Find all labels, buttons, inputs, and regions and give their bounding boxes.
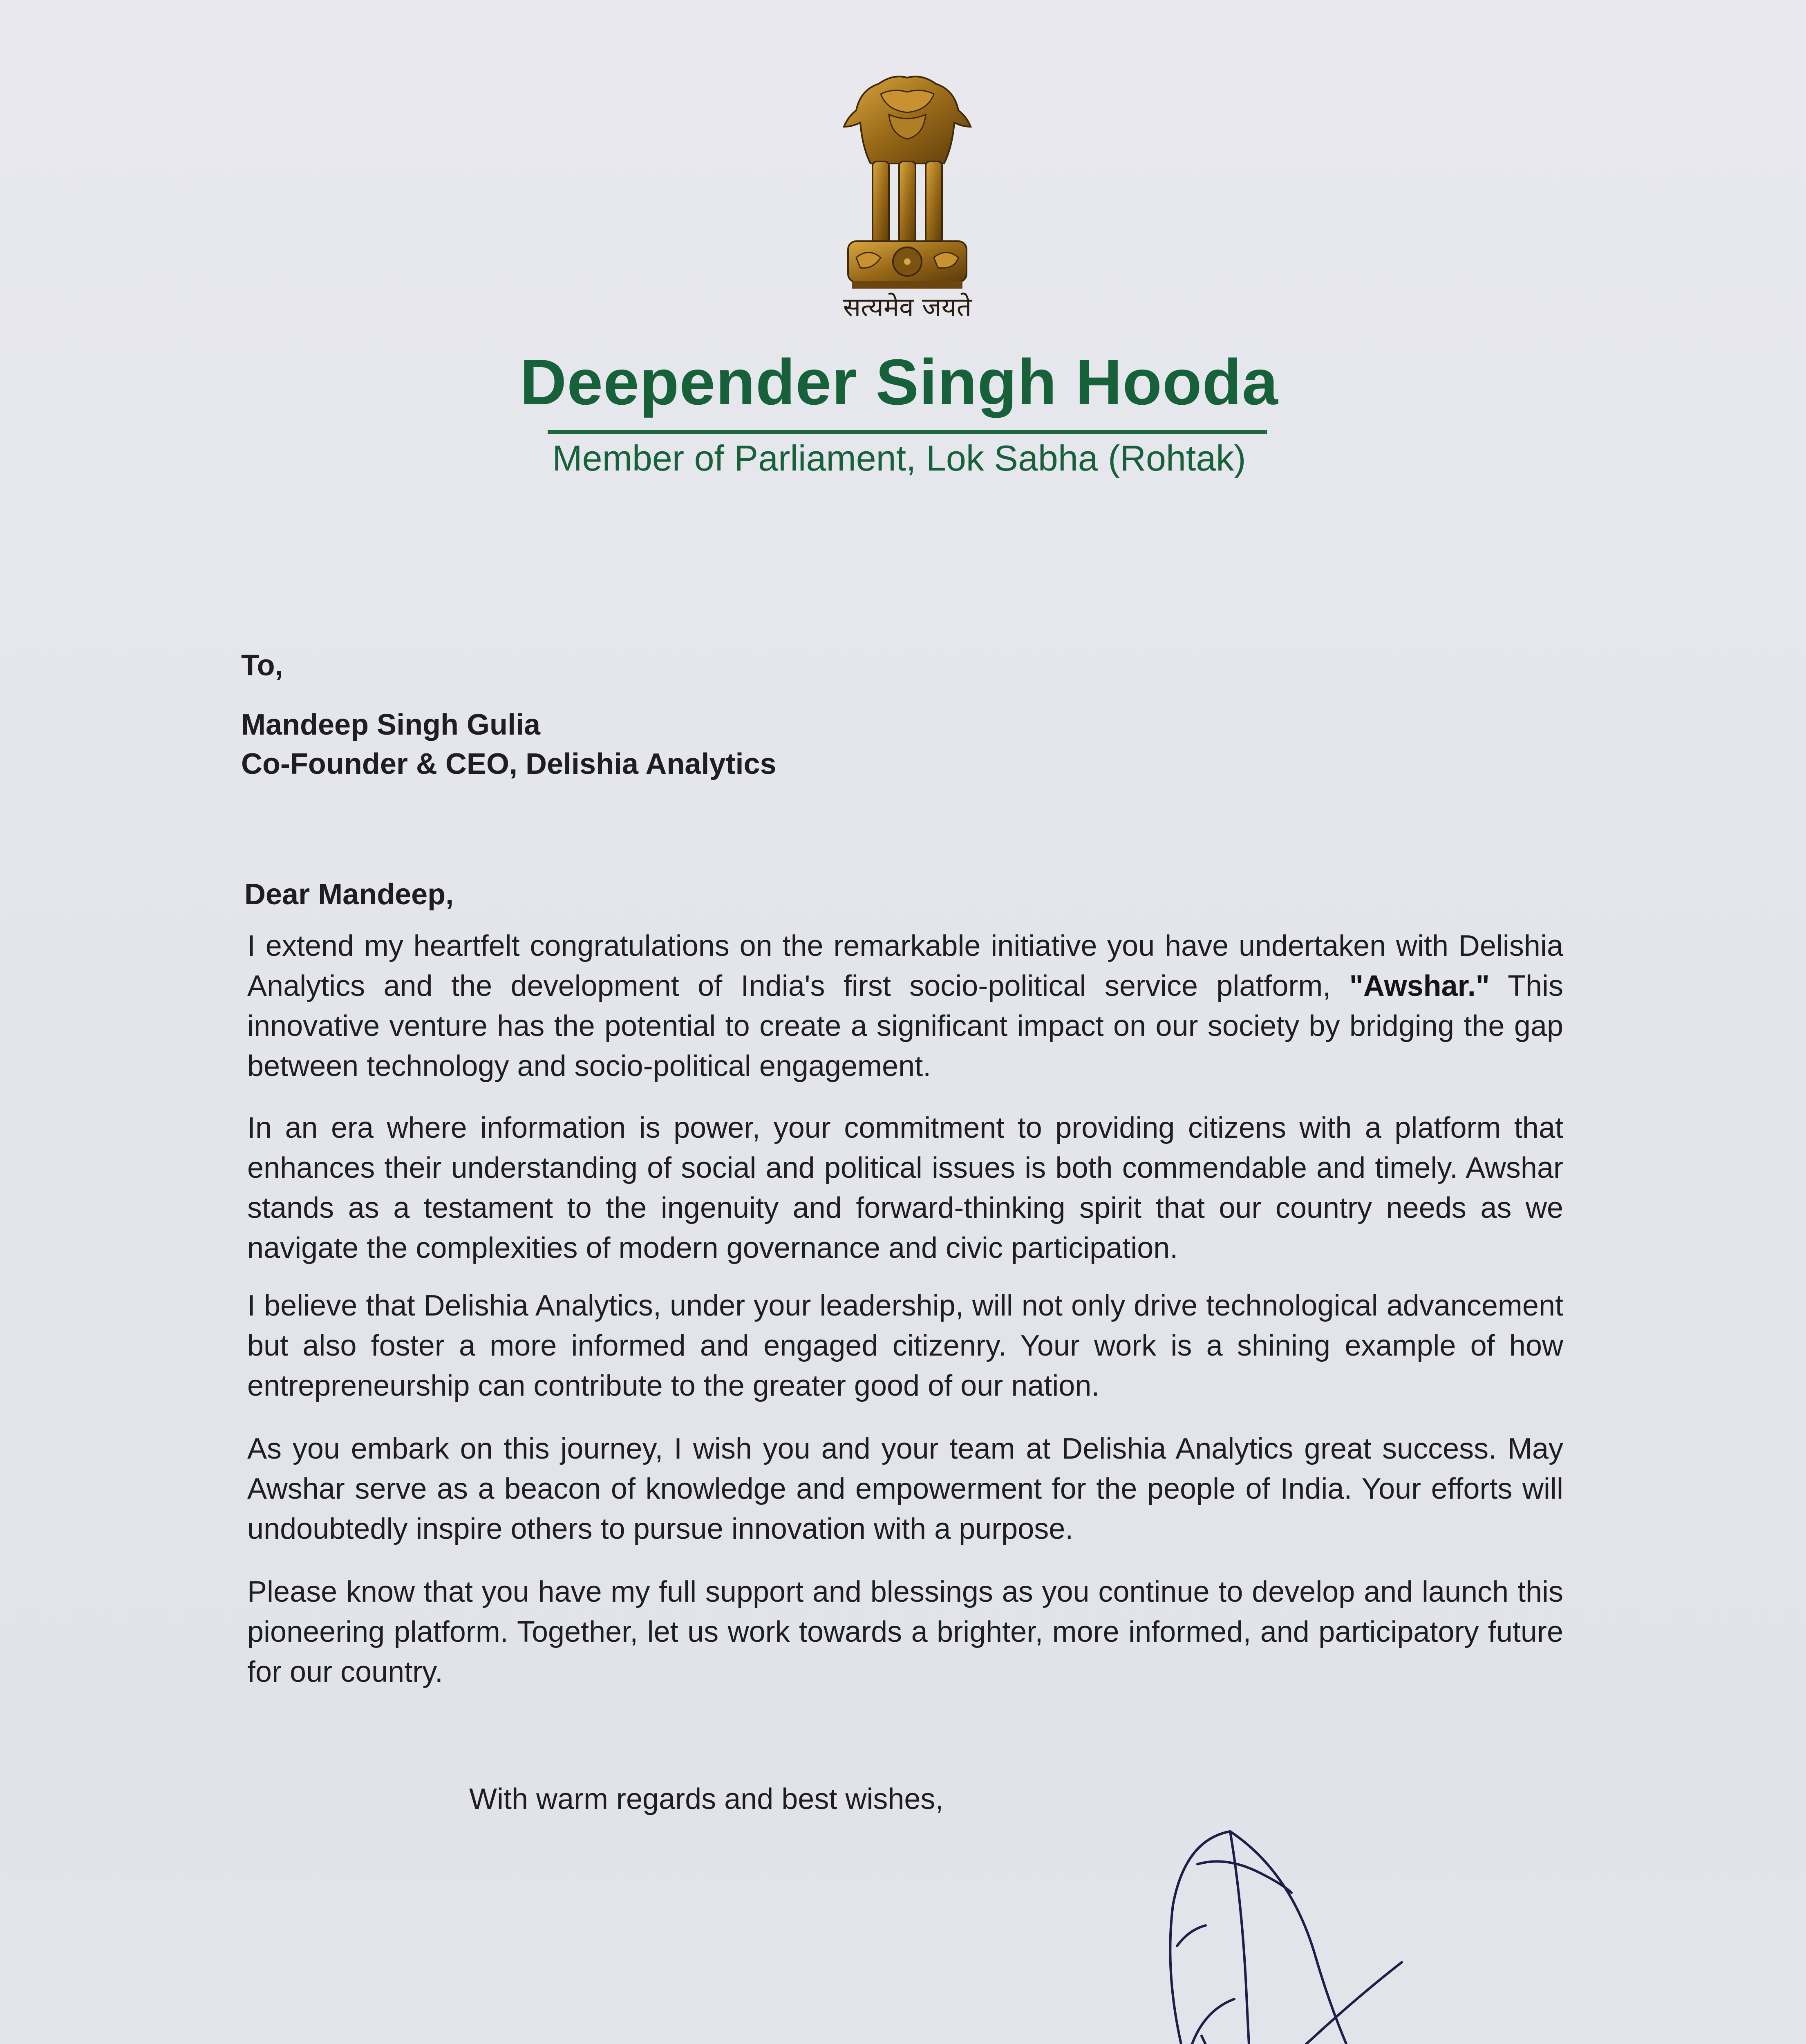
- platform-name: "Awshar.": [1349, 970, 1490, 1002]
- letterhead-title: Member of Parliament, Lok Sabha (Rohtak): [552, 438, 1246, 478]
- to-label: To,: [241, 649, 283, 682]
- recipient-block: [241, 705, 777, 784]
- p1-text-a: I extend my heartfelt congratulations on the remarkable initiative you have undertaken with Delishia Analytics and the development of India's first socio-political service platform,: [247, 930, 1563, 1002]
- recipient-designation: Co-Founder & CEO, Delishia Analytics: [241, 748, 777, 780]
- salutation: Dear Mandeep,: [244, 878, 454, 911]
- p1-text-b: This innovative venture has the potential to create a significant impact on our society by bridging the gap between technology and socio-political engagement.: [247, 970, 1563, 1083]
- emblem-motto: सत्यमेव जयते: [843, 292, 972, 323]
- national-emblem-icon: [832, 65, 983, 303]
- signature-icon: [1136, 1823, 1430, 2044]
- body-paragraph-4: As you embark on this journey, I wish you and your team at Delishia Analytics great success. May Awshar serve as a beacon of knowledge and empowerment for the people of India. Your efforts will undoubtedly inspire others to pursue innovation with a purpose.: [247, 1432, 1563, 1545]
- body-paragraph-2: In an era where information is power, your commitment to providing citizens with a platform that enhances their understanding of social and political issues is both commendable and timely. Awshar stands as a testament to the ingenuity and forward-thinking spirit that our country needs as we navigate the complexities of modern governance and civic participation.: [247, 1112, 1563, 1264]
- body-paragraph-1: [247, 926, 1563, 1086]
- body-paragraph-3: I believe that Delishia Analytics, under your leadership, will not only drive technological advancement but also foster a more informed and engaged citizenry. Your work is a shining example of how entrepreneurship can contribute to the greater good of our nation.: [247, 1289, 1563, 1402]
- recipient-name: Mandeep Singh Gulia: [241, 708, 541, 741]
- letterhead-name: Deepender Singh Hooda: [520, 346, 1278, 418]
- body-paragraph-5: Please know that you have my full support and blessings as you continue to develop and launch this pioneering platform. Together, let us work towards a brighter, more informed, and participatory future for our country.: [247, 1576, 1563, 1688]
- letterhead-divider: [548, 430, 1267, 434]
- closing-line: With warm regards and best wishes,: [469, 1783, 944, 1815]
